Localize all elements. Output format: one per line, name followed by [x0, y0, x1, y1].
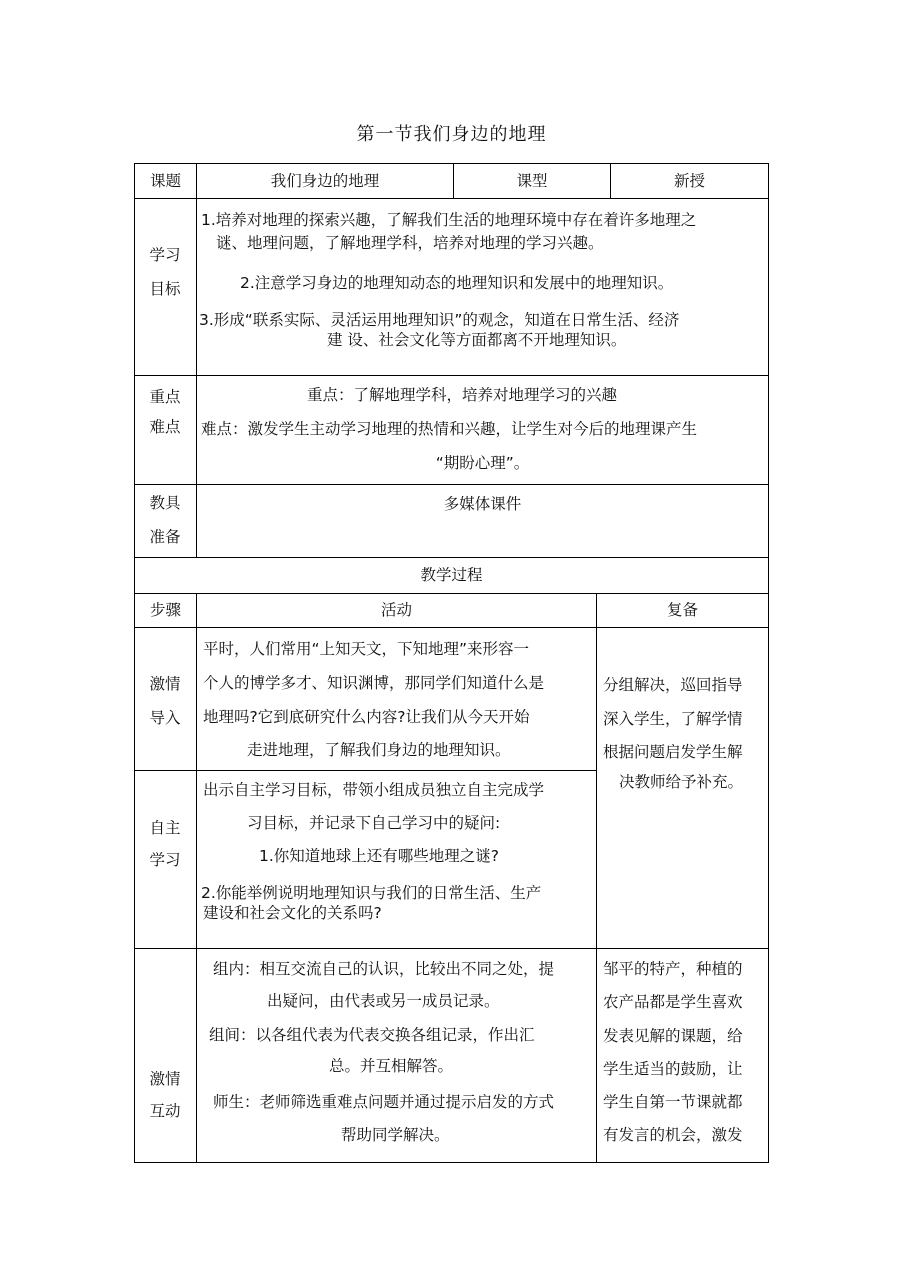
- self-study-label-1: 自主: [149, 819, 181, 837]
- column-activity: 活动: [380, 601, 412, 619]
- notes-line: 深入学生，了解学情: [603, 710, 743, 728]
- interaction-label-2: 互动: [149, 1102, 181, 1120]
- tools-label-1: 教具: [149, 494, 181, 512]
- column-step: 步骤: [149, 601, 181, 619]
- notes-line: 分组解决，巡回指导: [603, 676, 743, 694]
- goal-line: 谜、地理问题，了解地理学科，培养对地理的学习兴趣。: [216, 234, 604, 252]
- self-study-line: 建设和社会文化的关系吗?: [203, 904, 382, 922]
- goal-line: 2.注意学习身边的地理知动态的地理知识和发展中的地理知识。: [240, 274, 674, 292]
- interaction-line: 组内：相互交流自己的认识，比较出不同之处，提: [213, 960, 555, 978]
- notes-line: 发表见解的课题，给: [603, 1027, 743, 1045]
- interaction-line: 总。并互相解答。: [329, 1057, 454, 1075]
- tools-label-2: 准备: [149, 528, 181, 546]
- intro-label-2: 导入: [149, 709, 181, 727]
- self-study-line: 习目标，并记录下自己学习中的疑问:: [247, 814, 501, 832]
- keypoints-label-1: 重点: [149, 388, 181, 406]
- keypoint-line: “期盼心理”。: [435, 454, 530, 472]
- page-title: 第一节我们身边的地理: [356, 124, 547, 145]
- notes-line: 邹平的特产，种植的: [603, 960, 743, 978]
- topic-label: 课题: [149, 172, 181, 190]
- self-study-line: 2.你能举例说明地理知识与我们的日常生活、生产: [201, 884, 542, 902]
- self-study-line: 出示自主学习目标，带领小组成员独立自主完成学: [203, 781, 545, 799]
- interaction-label-1: 激情: [149, 1070, 181, 1088]
- topic-value: 我们身边的地理: [270, 172, 380, 190]
- intro-line: 地理吗?它到底研究什么内容?让我们从今天开始: [203, 708, 530, 726]
- notes-line: 决教师给予补充。: [619, 773, 744, 791]
- column-notes: 复备: [666, 601, 698, 619]
- notes-line: 有发言的机会，激发: [603, 1126, 743, 1144]
- goal-line: 1.培养对地理的探索兴趣，了解我们生活的地理环境中存在着许多地理之: [201, 211, 697, 229]
- goal-line: 建 设、社会文化等方面都离不开地理知识。: [327, 331, 627, 349]
- type-value: 新授: [673, 172, 705, 190]
- goal-line: 3.形成“联系实际、灵活运用地理知识”的观念，知道在日常生活、经济: [199, 311, 680, 329]
- keypoint-line: 重点：了解地理学科，培养对地理学习的兴趣: [307, 386, 618, 404]
- self-study-line: 1.你知道地球上还有哪些地理之谜?: [259, 847, 500, 865]
- intro-line: 个人的博学多才、知识渊博，那同学们知道什么是: [203, 674, 545, 692]
- intro-line: 走进地理，了解我们身边的地理知识。: [247, 741, 511, 759]
- intro-label-1: 激情: [149, 675, 181, 693]
- keypoint-line: 难点：激发学生主动学习地理的热情和兴趣，让学生对今后的地理课产生: [201, 420, 698, 438]
- notes-line: 农产品都是学生喜欢: [603, 993, 743, 1011]
- keypoints-label-2: 难点: [149, 418, 181, 436]
- interaction-line: 出疑问，由代表或另一成员记录。: [267, 992, 500, 1010]
- self-study-label-2: 学习: [149, 851, 181, 869]
- goals-label-1: 学习: [149, 246, 181, 264]
- interaction-line: 帮助同学解决。: [341, 1126, 450, 1144]
- notes-line: 根据问题启发学生解: [603, 743, 743, 761]
- interaction-line: 师生：老师筛选重难点问题并通过提示启发的方式: [213, 1093, 555, 1111]
- process-title: 教学过程: [420, 566, 483, 584]
- notes-line: 学生适当的鼓励，让: [603, 1060, 743, 1078]
- tools-value: 多媒体课件: [443, 495, 522, 513]
- type-label: 课型: [516, 172, 548, 190]
- interaction-line: 组间：以各组代表为代表交换各组记录，作出汇: [209, 1026, 535, 1044]
- notes-line: 学生自第一节课就都: [603, 1093, 743, 1111]
- goals-label-2: 目标: [149, 280, 181, 298]
- intro-line: 平时，人们常用“上知天文，下知地理”来形容一: [203, 640, 530, 658]
